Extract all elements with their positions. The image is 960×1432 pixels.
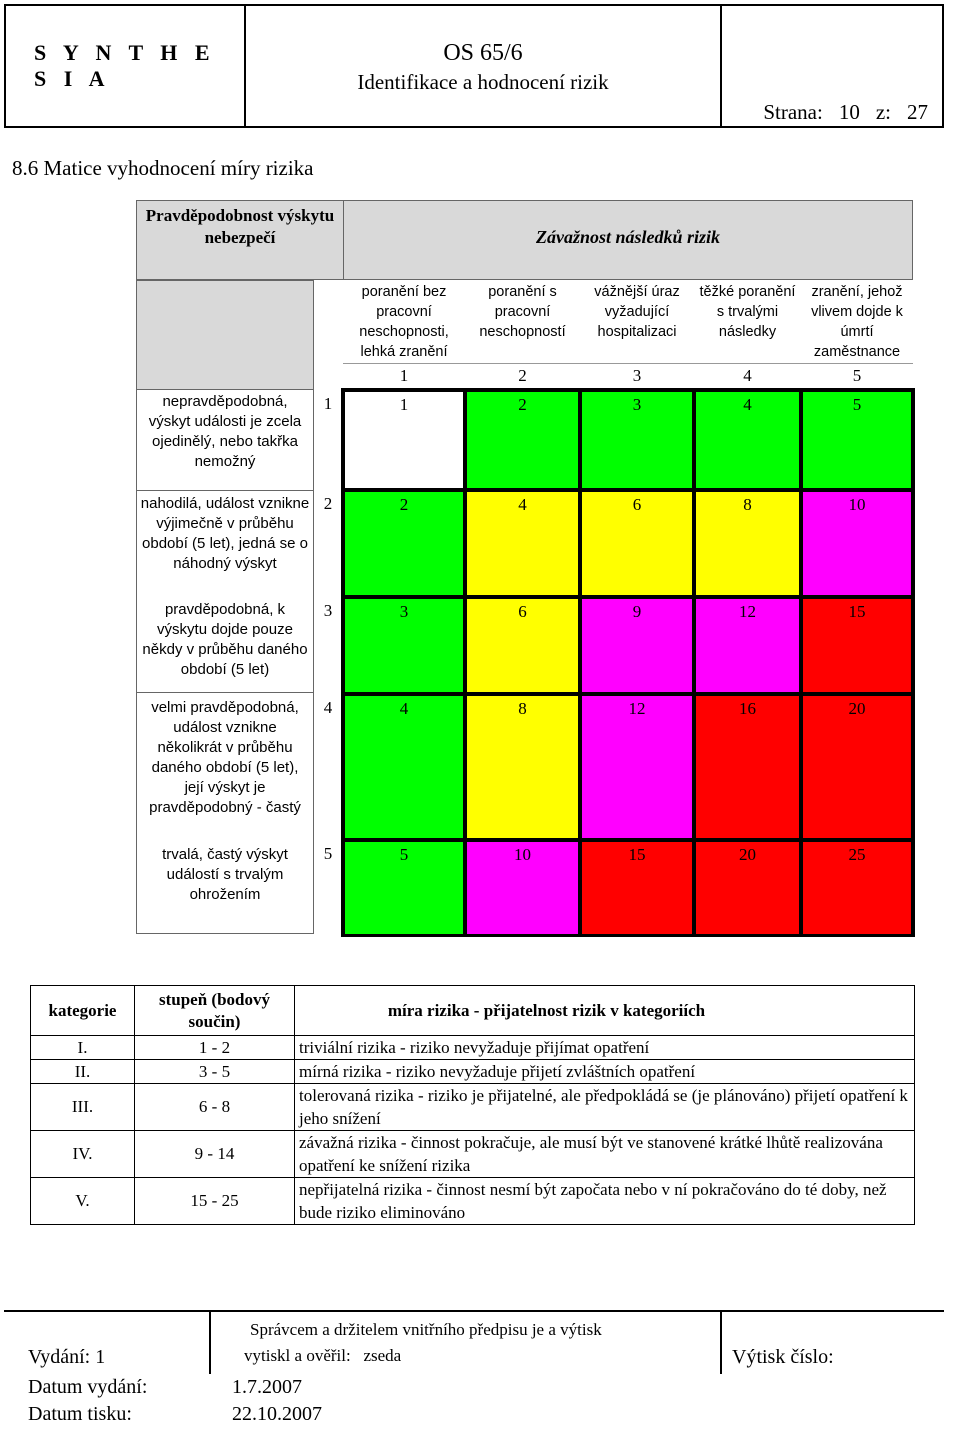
risk-value: 20 [739,845,756,864]
probability-header-cell [136,200,344,280]
probability-number: 5 [323,844,333,863]
risk-value: 2 [399,495,409,514]
category-range: 9 - 14 [135,1131,295,1178]
category-name: I. [31,1036,135,1060]
category-table-header [31,986,915,1036]
doc-title-cell [246,6,722,126]
page-indicator [763,100,928,125]
corner-cell [136,280,314,390]
degree-column-header: stupeň (bodový součin) [135,986,295,1036]
company-name: S Y N T H E S I A [34,40,216,91]
risk-value: 8 [518,699,527,718]
page-number: 10 [838,100,860,124]
category-name: V. [31,1178,135,1225]
severity-number: 5 [852,366,862,385]
severity-header-cell [343,200,913,280]
category-range: 1 - 2 [135,1036,295,1060]
category-range: 15 - 25 [135,1178,295,1225]
probability-label: trvalá, častý výskyt událostí s trvalým ohrožením [162,846,288,903]
category-row [31,1084,915,1131]
risk-value: 4 [399,699,409,718]
row-divider [136,490,314,491]
probability-number: 2 [323,494,333,513]
risk-value: 1 [399,395,409,414]
category-name: II. [31,1060,135,1084]
probability-number: 3 [323,601,333,620]
category-description: tolerovaná rizika - riziko je přijatelné, ale předpokládá se (je plánováno) přijetí opatření k jeho snížení [295,1084,915,1131]
risk-value: 2 [518,395,527,414]
category-range: 6 - 8 [135,1084,295,1131]
severity-number: 4 [743,366,752,385]
risk-value: 3 [399,602,409,621]
measure-column-header: míra rizika - přijatelnost rizik v kategoriích [295,986,915,1036]
page-total: 27 [907,100,928,124]
risk-value: 5 [852,395,862,414]
category-description: mírná rizika - riziko nevyžaduje přijetí zvláštních opatření [295,1060,915,1084]
page-label: Strana: [763,100,823,124]
printed-by [244,1346,401,1366]
probability-header: Pravděpodobnost výskytu nebezpečí [145,206,335,247]
risk-value: 10 [514,845,531,864]
risk-value: 4 [743,395,752,414]
document-footer [4,1310,944,1428]
risk-value: 25 [848,845,866,864]
severity-header: Závažnost následků rizik [535,227,721,247]
category-description: nepřijatelná rizika - činnost nesmí být započata nebo v ní pokračováno do té doby, než bude riziko eliminováno [295,1178,915,1225]
category-row [31,1178,915,1225]
category-description: triviální rizika - riziko nevyžaduje přijímat opatření [295,1036,915,1060]
category-row [31,1060,915,1084]
probability-label: velmi pravděpodobná, událost vznikne několikrát v průběhu daného období (5 let), její výskyt je pravděpodobný - častý [149,699,301,816]
company-cell [6,6,246,126]
print-date: 22.10.2007 [232,1403,322,1425]
risk-value: 8 [743,495,752,514]
severity-label: poranění s pracovní neschopností [479,284,566,340]
category-column-header: kategorie [31,986,135,1036]
risk-value: 16 [739,699,756,718]
severity-label: poranění bez pracovní neschopnosti, lehká zranění [359,284,449,360]
category-name: III. [31,1084,135,1131]
risk-value: 12 [628,699,646,718]
risk-value: 9 [632,602,642,621]
print-date-label: Datum tisku: [28,1403,132,1425]
severity-number-divider [343,363,913,364]
risk-value: 4 [518,495,527,514]
probability-number: 4 [323,698,333,717]
edition-label: Vydání: [28,1346,91,1368]
risk-value: 10 [848,495,866,514]
severity-number: 3 [632,366,642,385]
category-table [30,985,915,1225]
issue-date-label: Datum vydání: [28,1376,148,1398]
row-divider [136,692,314,693]
probability-label: nahodilá, událost vznikne výjimečně v průběhu období (5 let), jedná se o náhodný výskyt [140,495,310,572]
severity-label: vážnější úraz vyžadující hospitalizaci [594,284,680,340]
probability-label: nepravděpodobná, výskyt události je zcela ojedinělý, nebo takřka nemožný [148,393,302,470]
risk-value: 15 [848,602,866,621]
copy-number: Výtisk číslo: [732,1346,834,1368]
category-description: závažná rizika - činnost pokračuje, ale musí být ve stanovené krátké lhůtě realizována opatření ke snížení rizika [295,1131,915,1178]
doc-title: Identifikace a hodnocení rizik [357,70,609,94]
footer-divider [720,1312,722,1374]
severity-label: těžké poranění s trvalými následky [699,284,796,340]
category-row [31,1131,915,1178]
severity-label: zranění, jehož vlivem dojde k úmrtí zaměstnance [811,284,903,360]
category-row [31,1036,915,1060]
risk-value: 12 [739,602,756,621]
printed-by-value: zseda [363,1346,402,1365]
section-title: 8.6 Matice vyhodnocení míry rizika [12,156,314,180]
issue-date: 1.7.2007 [232,1376,302,1398]
footer-divider [209,1312,211,1374]
document-header [4,4,944,128]
category-range: 3 - 5 [135,1060,295,1084]
doc-id: OS 65/6 [443,40,523,66]
page-of-label: z: [875,100,891,124]
risk-value: 20 [848,699,866,718]
risk-value: 3 [632,395,642,414]
probability-label: pravděpodobná, k výskytu dojde pouze někdy v průběhu daného období (5 let) [142,601,308,678]
severity-number: 2 [518,366,527,385]
edition [28,1346,105,1369]
risk-value: 6 [518,602,527,621]
owner-text: Správcem a držitelem vnitřního předpisu je a výtisk [250,1320,602,1339]
probability-number: 1 [323,394,333,413]
matrix-outline [341,388,915,937]
printed-label: vytiskl a ověřil: [244,1346,351,1365]
edition-value: 1 [95,1346,106,1368]
risk-value: 6 [632,495,642,514]
category-name: IV. [31,1131,135,1178]
risk-value: 5 [399,845,409,864]
risk-value: 15 [628,845,646,864]
severity-number: 1 [399,366,409,385]
